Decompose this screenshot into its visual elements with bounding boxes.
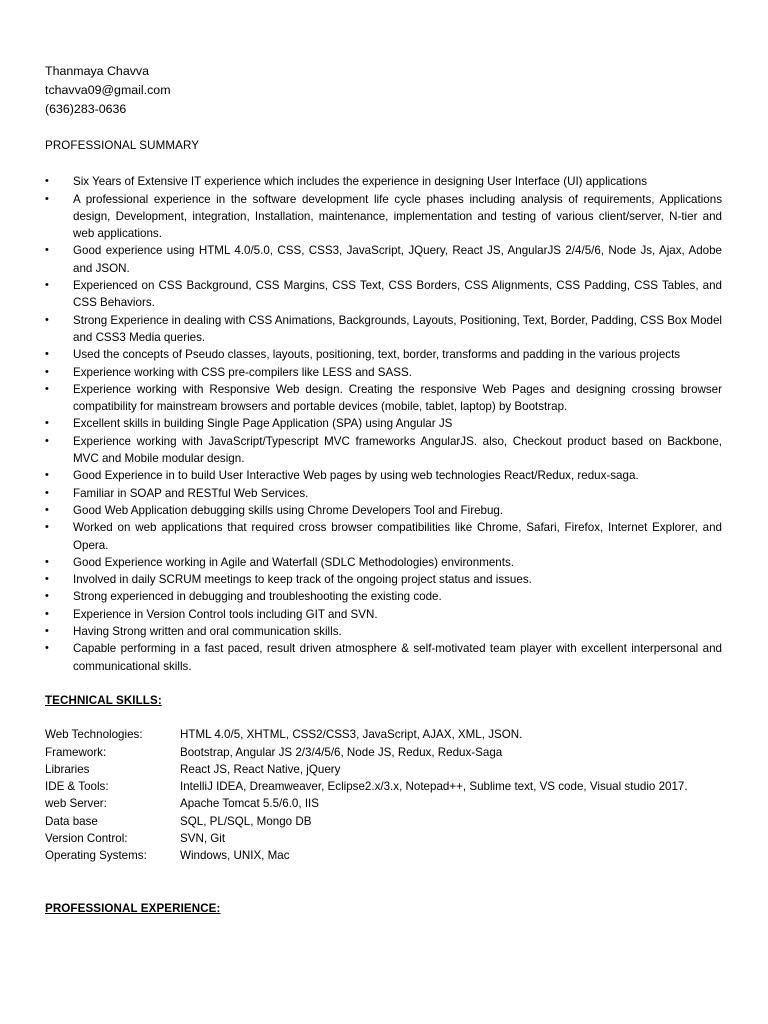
summary-item — [45, 640, 722, 675]
summary-item — [45, 485, 722, 502]
bullet-glyph: • — [45, 244, 49, 257]
bullet-glyph: • — [45, 469, 49, 482]
candidate-phone: (636)283-0636 — [45, 102, 127, 116]
summary-item-text: Experience working with Responsive Web design. Creating the responsive Web Pages and designing crossing browser compatibility for mainstream browsers and portable devices (mobile, tablet, laptop) by Bootstrap. — [73, 382, 722, 414]
professional-experience-heading: PROFESSIONAL EXPERIENCE: — [45, 901, 221, 915]
summary-item — [45, 242, 722, 277]
skills-row-label: web Server: — [45, 797, 107, 811]
bullet-glyph: • — [45, 486, 49, 499]
skills-row-label: Web Technologies: — [45, 728, 143, 742]
technical-skills-heading: TECHNICAL SKILLS: — [45, 693, 162, 707]
candidate-email: tchavva09@gmail.com — [45, 83, 171, 97]
skills-row-label: Operating Systems: — [45, 849, 147, 863]
skills-row-value: HTML 4.0/5, XHTML, CSS2/CSS3, JavaScript, AJAX, XML, JSON. — [180, 728, 523, 742]
summary-list — [45, 173, 722, 675]
summary-item-text: Used the concepts of Pseudo classes, layouts, positioning, text, border, transforms and padding in the various projects — [73, 348, 681, 362]
bullet-glyph: • — [45, 521, 49, 534]
bullet-glyph: • — [45, 417, 49, 430]
summary-item — [45, 381, 722, 416]
summary-item-text: Worked on web applications that required cross browser compatibilities like Chrome, Safari, Firefox, Internet Explorer, and Opera. — [73, 521, 722, 552]
summary-item — [45, 554, 722, 571]
skills-row — [45, 778, 722, 795]
bullet-glyph: • — [45, 434, 49, 447]
skills-row-label: IDE & Tools: — [45, 780, 109, 794]
summary-heading: PROFESSIONAL SUMMARY — [45, 139, 200, 152]
skills-row — [45, 847, 722, 864]
summary-item-text: Good Experience working in Agile and Waterfall (SDLC Methodologies) environments. — [73, 555, 514, 569]
summary-item-text: Good Web Application debugging skills using Chrome Developers Tool and Firebug. — [73, 503, 504, 517]
skills-row-value: IntelliJ IDEA, Dreamweaver, Eclipse2.x/3.x, Notepad++, Sublime text, VS code, Visual studio 2017. — [180, 780, 688, 794]
resume-page — [45, 62, 722, 917]
skills-row-value: Windows, UNIX, Mac — [180, 849, 290, 863]
skills-row — [45, 726, 722, 743]
summary-item — [45, 588, 722, 605]
skills-row-label: Data base — [45, 814, 98, 828]
summary-item-text: Good experience using HTML 4.0/5.0, CSS, CSS3, JavaScript, JQuery, React JS, AngularJS 2/4/5/6, Node Js, Ajax, Adobe and JSON. — [73, 244, 722, 275]
bullet-glyph: • — [45, 625, 49, 638]
bullet-glyph: • — [45, 590, 49, 603]
skills-row — [45, 761, 722, 778]
summary-item-text: Involved in daily SCRUM meetings to keep track of the ongoing project status and issues. — [73, 573, 532, 587]
summary-item-text: Experience working with JavaScript/Typescript MVC frameworks AngularJS. also, Checkout product based on Backbone, MVC and Mobile modular design. — [73, 434, 722, 466]
bullet-glyph: • — [45, 642, 49, 655]
summary-item — [45, 571, 722, 588]
skills-row-value: SQL, PL/SQL, Mongo DB — [180, 814, 312, 828]
summary-item-text: Experience working with CSS pre-compilers like LESS and SASS. — [73, 365, 412, 379]
bullet-glyph: • — [45, 192, 49, 205]
skills-row-value: React JS, React Native, jQuery — [180, 762, 341, 776]
candidate-name: Thanmaya Chavva — [45, 64, 149, 78]
summary-item — [45, 346, 722, 363]
skills-row-value: Apache Tomcat 5.5/6.0, IIS — [180, 797, 319, 811]
technical-skills-table — [45, 726, 722, 864]
summary-item — [45, 277, 722, 312]
bullet-glyph: • — [45, 175, 49, 188]
summary-item-text: Good Experience in to build User Interactive Web pages by using web technologies React/Redux, redux-saga. — [73, 469, 639, 483]
skills-row-value: Bootstrap, Angular JS 2/3/4/5/6, Node JS, Redux, Redux-Saga — [180, 745, 503, 759]
skills-row-label: Libraries — [45, 762, 90, 776]
summary-item — [45, 415, 722, 432]
bullet-glyph: • — [45, 365, 49, 378]
summary-item-text: Strong Experience in dealing with CSS Animations, Backgrounds, Layouts, Positioning, Text, Border, Padding, CSS Box Model and CSS3 Media queries. — [73, 313, 722, 344]
bullet-glyph: • — [45, 348, 49, 361]
skills-row — [45, 795, 722, 812]
skills-row-value: SVN, Git — [180, 831, 226, 845]
summary-item — [45, 519, 722, 554]
skills-row — [45, 830, 722, 847]
summary-item-text: A professional experience in the software development life cycle phases including analysis of requirements, Applications design, Development, integration, Installation, maintenance, implementation and testing of various client/server, N-tier and web applications. — [73, 192, 722, 241]
summary-item-text: Familiar in SOAP and RESTful Web Services. — [73, 486, 309, 500]
bullet-glyph: • — [45, 607, 49, 620]
summary-item-text: Strong experienced in debugging and troubleshooting the existing code. — [73, 590, 442, 604]
skills-row-label: Version Control: — [45, 831, 128, 845]
bullet-glyph: • — [45, 573, 49, 586]
summary-item — [45, 606, 722, 623]
summary-item — [45, 467, 722, 484]
skills-row — [45, 813, 722, 830]
skills-row-label: Framework: — [45, 745, 107, 759]
summary-item-text: Experience in Version Control tools including GIT and SVN. — [73, 607, 378, 621]
bullet-glyph: • — [45, 555, 49, 568]
summary-item-text: Having Strong written and oral communication skills. — [73, 625, 342, 639]
summary-item-text: Experienced on CSS Background, CSS Margins, CSS Text, CSS Borders, CSS Alignments, CSS Padding, CSS Tables, and CSS Behaviors. — [73, 279, 722, 310]
summary-item — [45, 502, 722, 519]
summary-item — [45, 433, 722, 468]
summary-item-text: Excellent skills in building Single Page Application (SPA) using Angular JS — [73, 417, 453, 431]
skills-row — [45, 744, 722, 761]
summary-item — [45, 312, 722, 347]
summary-item-text: Six Years of Extensive IT experience which includes the experience in designing User Interface (UI) applications — [73, 175, 647, 189]
bullet-glyph: • — [45, 313, 49, 326]
summary-item — [45, 364, 722, 381]
summary-item — [45, 623, 722, 640]
summary-item — [45, 173, 722, 190]
summary-item-text: Capable performing in a fast paced, result driven atmosphere & self-motivated team player with excellent interpersonal and communicational skills. — [73, 642, 722, 673]
bullet-glyph: • — [45, 382, 49, 395]
bullet-glyph: • — [45, 279, 49, 292]
bullet-glyph: • — [45, 503, 49, 516]
summary-item — [45, 191, 722, 243]
